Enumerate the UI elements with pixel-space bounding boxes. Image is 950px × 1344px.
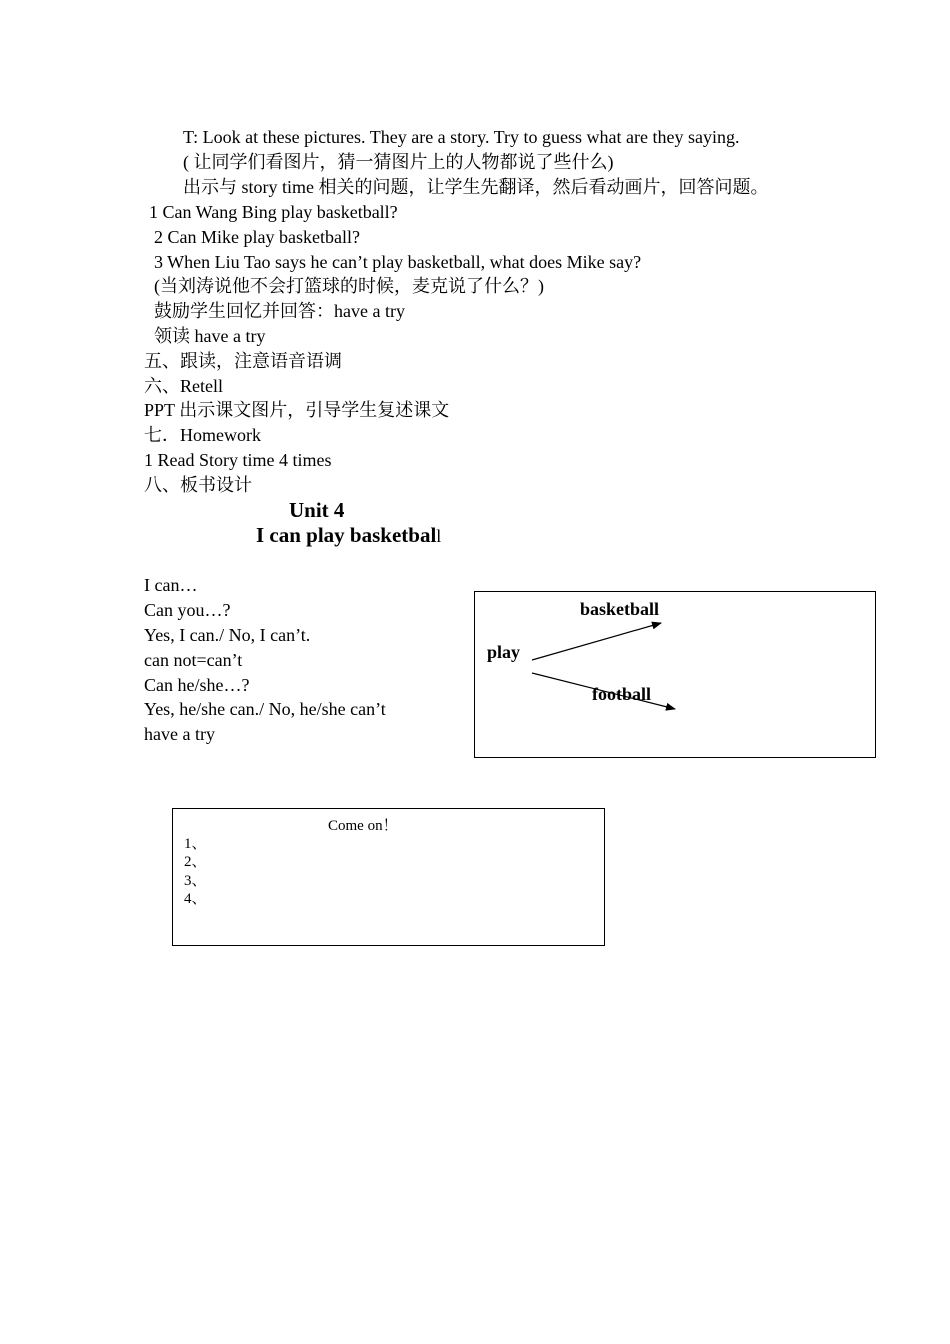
- phrase-5: Can he/she…?: [144, 675, 250, 695]
- come-on-item-2: 2、: [184, 854, 207, 870]
- come-on-box: [172, 808, 605, 946]
- come-on-item-4: 4、: [184, 891, 207, 907]
- diagram-play-label: play: [487, 642, 521, 662]
- question-1: 1 Can Wang Bing play basketball?: [149, 202, 398, 222]
- question-intro: 出示与 story time 相关的问题，让学生先翻译，然后看动画片，回答问题。: [183, 177, 769, 197]
- step-six: 六、Retell: [144, 376, 223, 396]
- board-unit-title: Unit 4: [289, 498, 345, 522]
- play-diagram-box: [474, 591, 876, 758]
- question-3: 3 When Liu Tao says he can’t play basketball, what does Mike say?: [154, 252, 642, 272]
- come-on-title: Come on！: [328, 818, 398, 834]
- teacher-note: ( 让同学们看图片，猜一猜图片上的人物都说了些什么): [183, 152, 614, 172]
- step-ppt: PPT 出示课文图片，引导学生复述课文: [144, 400, 450, 420]
- teacher-line: T: Look at these pictures. They are a story. Try to guess what are they saying.: [183, 127, 740, 147]
- question-note: (当刘涛说他不会打篮球的时候，麦克说了什么？): [154, 276, 544, 296]
- answer-prompt: 鼓励学生回忆并回答：have a try: [154, 301, 405, 321]
- step-five: 五、跟读，注意语音语调: [144, 351, 342, 371]
- play-diagram-arrows: [475, 592, 877, 759]
- lead-read: 领读 have a try: [154, 326, 266, 346]
- board-lesson-title-tail: l: [436, 526, 442, 546]
- diagram-football-label: football: [592, 684, 652, 704]
- step-seven: 七．Homework: [144, 425, 261, 445]
- arrow-to-basketball: [532, 623, 661, 660]
- come-on-item-1: 1、: [184, 836, 207, 852]
- board-lesson-title: [256, 523, 441, 548]
- phrase-6: Yes, he/she can./ No, he/she can’t: [144, 699, 386, 719]
- step-eight: 八、板书设计: [144, 475, 252, 495]
- phrase-1: I can…: [144, 575, 198, 595]
- phrase-7: have a try: [144, 724, 215, 744]
- homework-item: 1 Read Story time 4 times: [144, 450, 332, 470]
- phrase-3: Yes, I can./ No, I can’t.: [144, 625, 311, 645]
- question-2: 2 Can Mike play basketball?: [154, 227, 360, 247]
- phrase-4: can not=can’t: [144, 650, 243, 670]
- diagram-basketball-label: basketball: [580, 599, 660, 619]
- come-on-item-3: 3、: [184, 873, 207, 889]
- board-lesson-title-main: I can play basketbal: [256, 523, 437, 547]
- phrase-2: Can you…?: [144, 600, 231, 620]
